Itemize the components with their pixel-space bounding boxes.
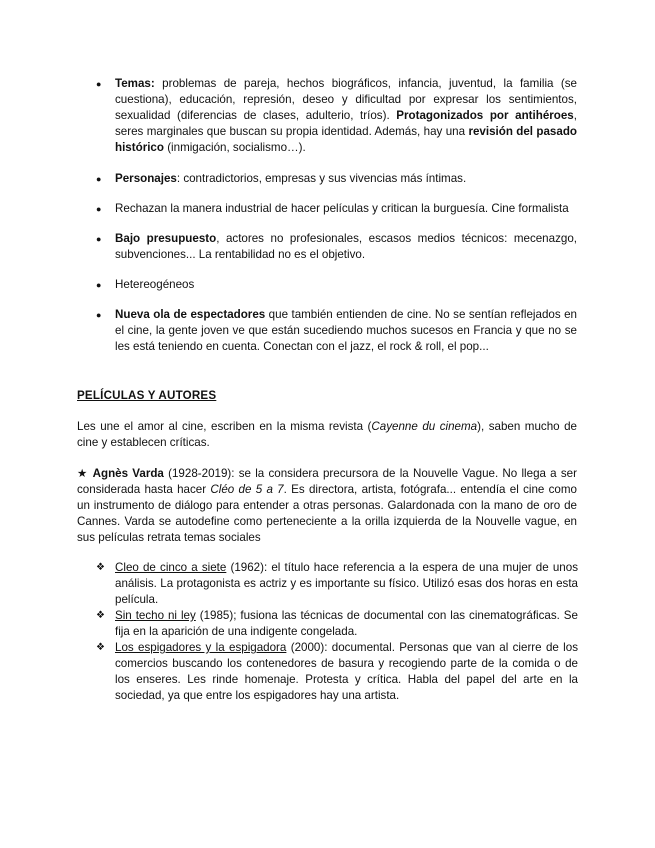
film-title: Sin techo ni ley <box>115 609 196 622</box>
magazine-title: Cayenne du cinema <box>371 420 478 433</box>
list-item: ❖ Sin techo ni ley (1985); fusiona las técnicas de documental con las cinematográficas. Se fija en la aparición de una indigente congelada. <box>96 608 578 640</box>
bold-term: Protagonizados por antihéroes <box>396 109 574 122</box>
list-item: ● Temas: problemas de pareja, hechos biográficos, infancia, juventud, la familia (se cuestiona), educación, represión, deseo y dificultad por expresar los sentimientos, sexualidad (diferencias de clases, adulterio, tríos). Protagonizados por antihéroes, seres marginales que buscan su propia identidad. Además, hay una revisión del pasado histórico (inmigación, socialismo…). <box>96 76 577 156</box>
list-item: ● Nueva ola de espectadores que también entienden de cine. No se sentían reflejados en el cine, la gente joven ve que están sucediendo muchos sucesos en Francia y que no se les está teniendo en cuenta. Conectan con el jazz, el rock & roll, el pop... <box>96 307 577 355</box>
list-item: ● Personajes: contradictorios, empresas y sus vivencias más íntimas. <box>96 171 577 187</box>
bold-term: Temas: <box>115 77 155 90</box>
films-list <box>96 560 578 704</box>
film-title: Cleo de cinco a siete <box>115 561 227 574</box>
list-item: ● Hetereogéneos <box>96 277 577 293</box>
section-heading: PELÍCULAS Y AUTORES <box>77 389 217 402</box>
star-icon: ★ <box>77 467 89 480</box>
list-item: ❖ Los espigadores y la espigadora (2000): documental. Personas que van al cierre de los comercios buscando los contenedores de basura y recogiendo parte de la comida o de los enseres. Les rinde homenaje. Protesta y crítica. Habla del papel del arte en la sociedad, ya que entre los espigadores hay una artista. <box>96 640 578 704</box>
director-name: Agnès Varda <box>92 467 164 480</box>
list-item: ● Rechazan la manera industrial de hacer películas y critican la burguesía. Cine formalista <box>96 201 577 217</box>
bold-term: revisión del pasado histórico <box>115 125 577 154</box>
list-item: ❖ Cleo de cinco a siete (1962): el título hace referencia a la espera de una mujer de unos análisis. La protagonista es actriz y es importante su físico. Utilizó esas dos horas en esta película. <box>96 560 578 608</box>
bold-term: Nueva ola de espectadores <box>115 308 266 321</box>
list-item: ● Bajo presupuesto, actores no profesionales, escasos medios técnicos: mecenazgo, subvenciones... La rentabilidad no es el objetivo. <box>96 231 577 263</box>
varda-paragraph: ★ Agnès Varda (1928-2019): se la considera precursora de la Nouvelle Vague. No llega a ser considerada hasta hacer Cléo de 5 a 7. Es directora, artista, fotógrafa... entendía el cine como un instrumento de diálogo para entender a otras personas. Galardonada con la mano de oro de Cannes. Varda se autodefine como perteneciente a la orilla izquierda de la Nouvelle vague, en sus películas retrata temas sociales <box>77 467 577 544</box>
bold-term: Bajo presupuesto <box>115 232 217 245</box>
bold-term: Personajes <box>115 172 177 185</box>
film-title: Cléo de 5 a 7 <box>210 483 284 496</box>
features-list <box>96 76 577 370</box>
film-title: Los espigadores y la espigadora <box>115 641 287 654</box>
intro-paragraph: Les une el amor al cine, escriben en la misma revista (Cayenne du cinema), saben mucho de cine y establecen críticas. <box>77 420 577 449</box>
